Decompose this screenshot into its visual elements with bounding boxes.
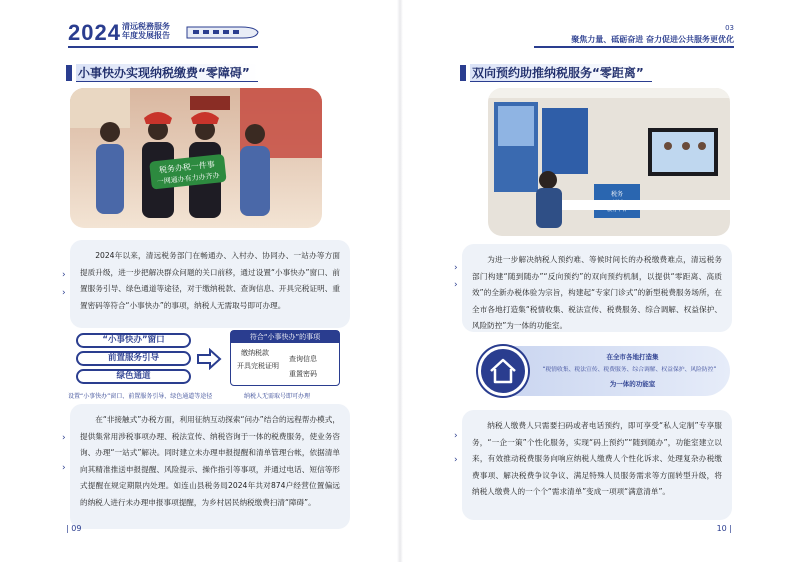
diagram-caption-left: 设置“小事快办”窗口、前置服务引导、绿色通道等途径	[68, 393, 213, 400]
right-photo-service-room	[488, 88, 730, 236]
left-paragraph-1-box	[70, 240, 350, 328]
heading-bar	[460, 65, 466, 81]
arrow-marker-icon: ›	[454, 280, 458, 290]
right-section-title: 双向预约助推纳税服务“零距离”	[470, 64, 652, 82]
eligible-item: 开具完税证明	[237, 362, 279, 370]
chapter-number: 03	[725, 24, 734, 32]
heading-bar	[66, 65, 72, 81]
diagram-pill-green-channel: 绿色通道	[76, 369, 191, 384]
photo-sign-line1: 税务办税一件事	[158, 159, 216, 175]
banner-line-2: “税情收集、税法宣传、税费服务、综合调解、权益保护、风险防控”	[542, 367, 717, 373]
train-icon	[185, 24, 260, 40]
photo-illustration	[488, 88, 730, 236]
photo-screen-line1: 税务	[610, 191, 624, 198]
banner-line-3: 为一体的功能室	[609, 380, 656, 388]
left-paragraph-1: 2024年以来，清远税务部门在畅通办、入村办、协同办、一站办等方面提质升级，进一步把解决群众问题的关口前移，通过设置“小事快办”窗口、前置服务引导、绿色通道等途径，对于缴纳税款、查询信息、开具完税证明、重置密码等符合“小事快办”的事项，纳税人无需取号即可办理。	[80, 251, 340, 310]
left-paragraph-2-box	[70, 404, 350, 529]
arrow-marker-icon: ›	[62, 270, 66, 280]
page-number-left: | 09	[66, 524, 82, 533]
diagram-caption-right: 纳税人无需取号即可办理	[244, 393, 311, 400]
eligible-item: 缴纳税款	[241, 349, 269, 357]
photo-illustration	[70, 88, 322, 228]
arrow-marker-icon: ›	[62, 433, 66, 443]
header-rule-left	[68, 46, 258, 48]
header-rule-right	[534, 46, 734, 48]
left-section-heading	[66, 63, 258, 83]
diagram-pill-window: “小事快办”窗口	[76, 333, 191, 348]
eligible-items-title: 符合“小事快办”的事项	[231, 331, 339, 343]
chapter-title: 聚焦力量、砥砺奋进 奋力促进公共服务更优化	[571, 35, 734, 44]
report-title: 清远税務服务 年度发展报告	[122, 22, 170, 40]
right-section-heading	[460, 63, 652, 83]
eligible-item: 查询信息	[289, 355, 317, 363]
arrow-marker-icon: ›	[454, 263, 458, 273]
right-paragraph-1: 为进一步解决纳税人预约难、等候时间长的办税缴费难点，清远税务部门构建“随到随办”“反向预约”的双向预约机制，以提供“零距离、高质效”的全新办税体验为宗旨，构建起“专家门诊式”的新型税费服务场所，在全市各地打造集“税情收集、税法宣传、税费服务、综合调解、权益保护、风险防控”为一体的功能室。	[472, 255, 722, 330]
eligible-items-box	[230, 330, 340, 386]
diagram-pill-guidance: 前置服务引导	[76, 351, 191, 366]
right-paragraph-2: 纳税人缴费人只需要扫码或者电话预约，即可享受“私人定制”专享服务，“一企一策”个性化服务，实现“码上预约”“随到随办”，功能室建立以来，有效推动税费服务向响应纳税人缴费人个性化诉求、处理复杂办税缴费事项、解决税费争议争议、满足特殊人员服务需求等方面转型升级，将纳税人缴费人的一个个“需求清单”变成一项项“满意清单”。	[472, 421, 722, 496]
eligible-item: 重置密码	[289, 370, 317, 378]
arrow-right-icon	[196, 348, 222, 370]
banner-line-1: 在全市各地打造集	[606, 353, 659, 361]
page-number-right: 10 |	[716, 524, 732, 533]
book-gutter	[397, 0, 403, 562]
left-section-title: 小事快办实现纳税缴费“零障碍”	[76, 64, 258, 82]
right-paragraph-1-box	[462, 244, 732, 332]
arrow-marker-icon: ›	[62, 288, 66, 298]
arrow-marker-icon: ›	[62, 463, 66, 473]
photo-sign-line2: 一网通办有力办齐办	[156, 171, 220, 187]
report-year: 2024	[68, 20, 121, 45]
arrow-marker-icon: ›	[454, 455, 458, 465]
home-icon	[478, 346, 528, 396]
left-photo-service-staff	[70, 88, 322, 228]
right-paragraph-2-box	[462, 410, 732, 520]
left-paragraph-2: 在“非接触式”办税方面，利用征纳互动探索“问办”结合的远程帮办模式，提供集常用涉税事项办理、税法宣传、纳税咨询于一体的税费服务，使业务咨询、办理“一站式”解决。同时建立未办理申报提醒和清单管理台帐，依据清单向其精准推送申报提醒、风险提示、操作指引等事项，并通过电话、短信等形式提醒在规定期限内处理。如连山县税务局2024年共对874户经营位置偏远的纳税人进行未办理申报事项提醒，为乡村居民纳税缴费扫清“障碍”。	[80, 415, 340, 507]
arrow-marker-icon: ›	[454, 431, 458, 441]
